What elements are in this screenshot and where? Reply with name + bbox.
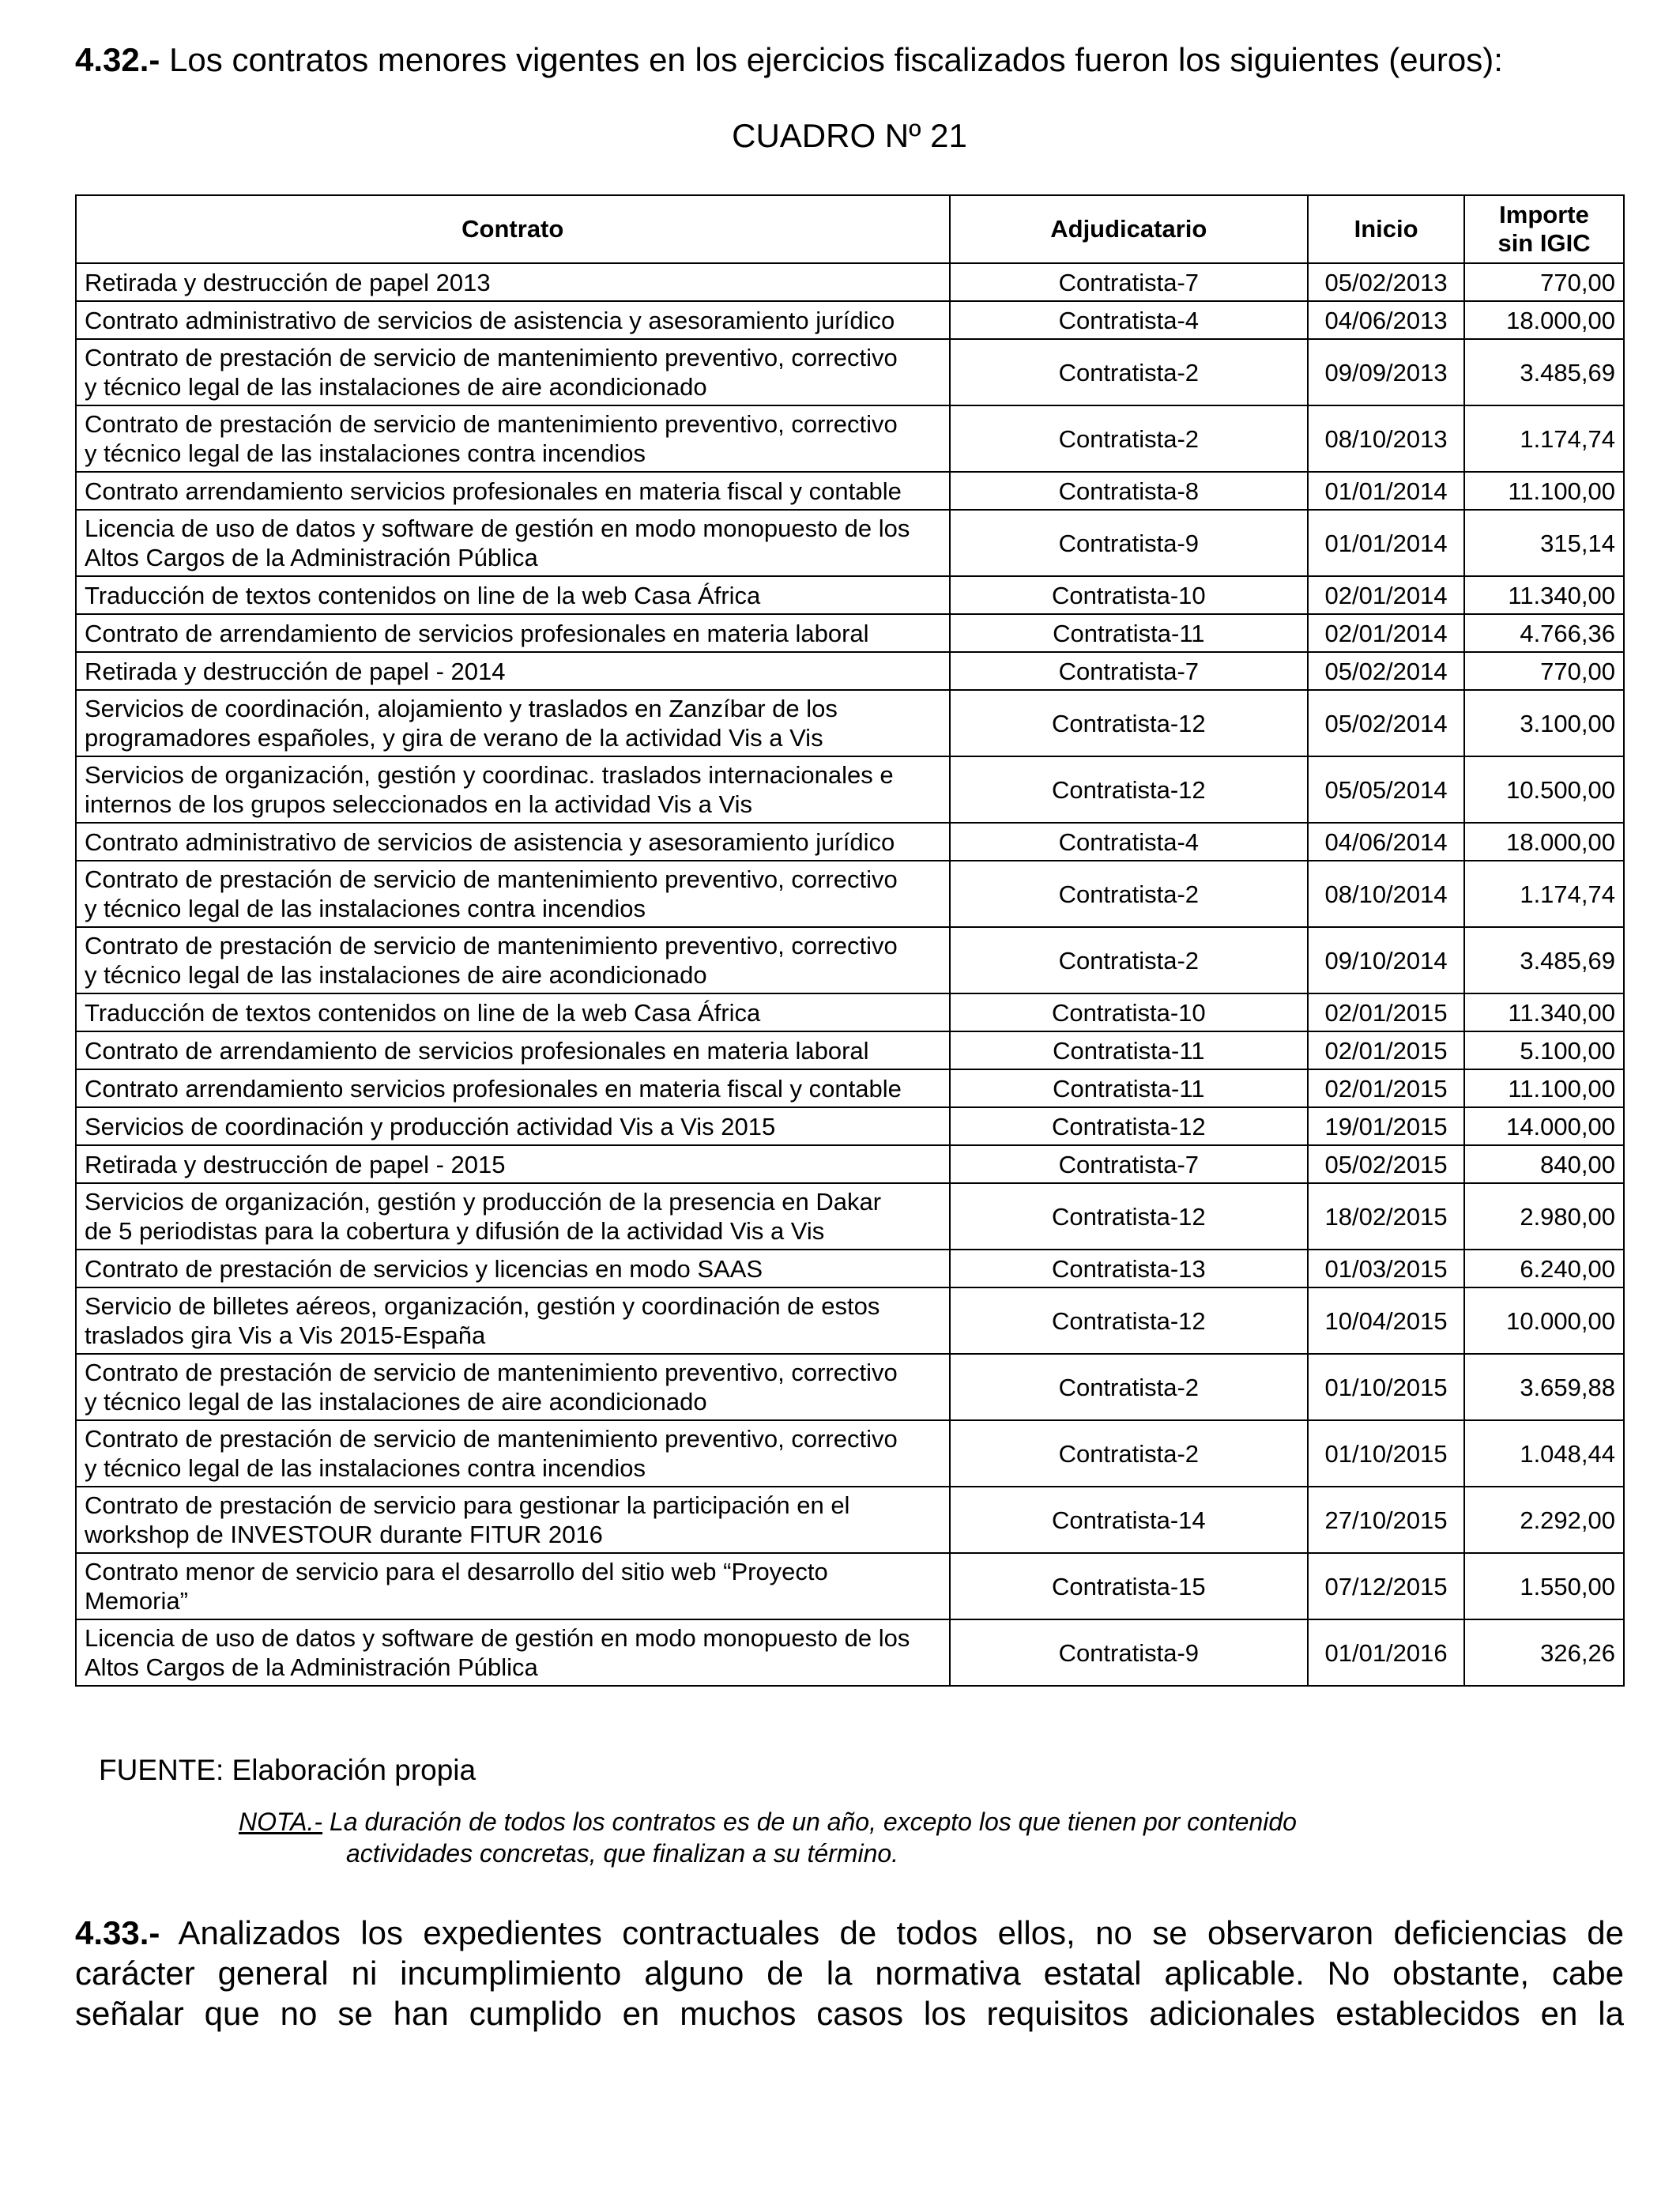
cell-inicio: 04/06/2013 (1308, 301, 1464, 339)
cell-contrato (76, 1420, 950, 1487)
cell-importe: 18.000,00 (1464, 301, 1624, 339)
cell-adjudicatario: Contratista-4 (950, 823, 1309, 861)
cell-inicio: 19/01/2015 (1308, 1107, 1464, 1145)
paragraph-text-line3: señalar que no se han cumplido en muchos casos los requisitos adicionales establecidos en la (75, 1995, 1624, 2032)
table-row (76, 823, 1624, 861)
contrato-line: Altos Cargos de la Administración Pública (85, 544, 538, 571)
table-row (76, 690, 1624, 756)
cell-importe: 3.100,00 (1464, 690, 1624, 756)
cell-contrato (76, 405, 950, 472)
cell-adjudicatario: Contratista-12 (950, 1287, 1309, 1354)
table-row (76, 1145, 1624, 1183)
table-row (76, 339, 1624, 405)
contrato-line: y técnico legal de las instalaciones contra incendios (85, 1454, 646, 1482)
contrato-line: y técnico legal de las instalaciones de aire acondicionado (85, 961, 707, 989)
cell-inicio: 05/02/2015 (1308, 1145, 1464, 1183)
table-row (76, 1487, 1624, 1553)
contrato-line: y técnico legal de las instalaciones contra incendios (85, 895, 646, 922)
cell-importe: 840,00 (1464, 1145, 1624, 1183)
contrato-line: Servicios de coordinación, alojamiento y traslados en Zanzíbar de los (85, 695, 838, 722)
cell-inicio: 01/10/2015 (1308, 1420, 1464, 1487)
cell-importe: 3.485,69 (1464, 927, 1624, 993)
cell-contrato (76, 576, 950, 614)
table-row (76, 861, 1624, 927)
cell-inicio: 05/02/2013 (1308, 263, 1464, 301)
table-row (76, 1354, 1624, 1420)
cell-contrato (76, 756, 950, 823)
paragraph-4-33 (75, 1913, 1624, 2034)
cell-importe: 3.659,88 (1464, 1354, 1624, 1420)
cell-contrato (76, 1354, 950, 1420)
cell-adjudicatario: Contratista-10 (950, 576, 1309, 614)
cell-adjudicatario: Contratista-4 (950, 301, 1309, 339)
cell-adjudicatario: Contratista-2 (950, 861, 1309, 927)
table-row (76, 1553, 1624, 1619)
table-row (76, 1619, 1624, 1686)
header-contrato: Contrato (76, 195, 950, 263)
header-inicio: Inicio (1308, 195, 1464, 263)
contrato-line: programadores españoles, y gira de verano de la actividad Vis a Vis (85, 724, 823, 752)
cell-inicio: 02/01/2014 (1308, 614, 1464, 652)
cell-adjudicatario: Contratista-12 (950, 1183, 1309, 1250)
cell-inicio: 01/01/2014 (1308, 510, 1464, 576)
contrato-line: Traducción de textos contenidos on line de la web Casa África (85, 998, 761, 1027)
cell-contrato (76, 1287, 950, 1354)
contrato-line: Contrato administrativo de servicios de asistencia y asesoramiento jurídico (85, 306, 895, 334)
table-row (76, 756, 1624, 823)
table-body (76, 263, 1624, 1686)
cell-inicio: 02/01/2015 (1308, 1069, 1464, 1107)
contracts-table (75, 194, 1625, 1687)
cell-inicio: 02/01/2015 (1308, 993, 1464, 1031)
cell-contrato (76, 861, 950, 927)
contrato-line: Contrato de prestación de servicio para gestionar la participación en el (85, 1491, 850, 1519)
contrato-line: Contrato menor de servicio para el desarrollo del sitio web “Proyecto (85, 1558, 828, 1585)
cell-contrato (76, 823, 950, 861)
cell-inicio: 05/02/2014 (1308, 690, 1464, 756)
cell-importe: 1.174,74 (1464, 861, 1624, 927)
cell-importe: 770,00 (1464, 652, 1624, 690)
cell-importe: 326,26 (1464, 1619, 1624, 1686)
table-row (76, 614, 1624, 652)
cell-inicio: 09/10/2014 (1308, 927, 1464, 993)
header-importe-line1: Importe (1499, 201, 1589, 228)
contrato-line: internos de los grupos seleccionados en la actividad Vis a Vis (85, 790, 752, 818)
contrato-line: Servicios de coordinación y producción actividad Vis a Vis 2015 (85, 1112, 776, 1140)
cell-adjudicatario: Contratista-14 (950, 1487, 1309, 1553)
cell-inicio: 01/01/2016 (1308, 1619, 1464, 1686)
contrato-line: Contrato de arrendamiento de servicios profesionales en materia laboral (85, 619, 869, 647)
cell-contrato (76, 993, 950, 1031)
cell-importe: 11.100,00 (1464, 1069, 1624, 1107)
cell-importe: 1.174,74 (1464, 405, 1624, 472)
cell-contrato (76, 1069, 950, 1107)
table-row (76, 1107, 1624, 1145)
table-header-row (76, 195, 1624, 263)
paragraph-text-line2: carácter general ni incumplimiento alguno de la normativa estatal aplicable. No obstante, cabe (75, 1955, 1624, 1992)
table-row (76, 652, 1624, 690)
cell-importe: 11.100,00 (1464, 472, 1624, 510)
cell-importe: 18.000,00 (1464, 823, 1624, 861)
header-importe (1464, 195, 1624, 263)
cell-adjudicatario: Contratista-2 (950, 405, 1309, 472)
cell-importe: 11.340,00 (1464, 993, 1624, 1031)
contrato-line: Retirada y destrucción de papel - 2014 (85, 657, 506, 685)
cell-inicio: 18/02/2015 (1308, 1183, 1464, 1250)
cell-importe: 2.980,00 (1464, 1183, 1624, 1250)
table-row (76, 472, 1624, 510)
table-row (76, 405, 1624, 472)
contrato-line: Servicio de billetes aéreos, organización, gestión y coordinación de estos (85, 1292, 880, 1320)
cell-adjudicatario: Contratista-12 (950, 756, 1309, 823)
table-row (76, 510, 1624, 576)
cell-inicio: 05/05/2014 (1308, 756, 1464, 823)
contrato-line: Contrato de prestación de servicio de mantenimiento preventivo, correctivo (85, 1359, 898, 1386)
cell-contrato (76, 1553, 950, 1619)
table-row (76, 993, 1624, 1031)
cell-inicio: 05/02/2014 (1308, 652, 1464, 690)
contrato-line: Servicios de organización, gestión y coordinac. traslados internacionales e (85, 761, 894, 789)
cell-inicio: 02/01/2014 (1308, 576, 1464, 614)
cell-contrato (76, 652, 950, 690)
cell-adjudicatario: Contratista-2 (950, 339, 1309, 405)
cell-importe: 1.550,00 (1464, 1553, 1624, 1619)
cell-importe: 11.340,00 (1464, 576, 1624, 614)
cell-adjudicatario: Contratista-2 (950, 1354, 1309, 1420)
cell-contrato (76, 1107, 950, 1145)
cell-adjudicatario: Contratista-7 (950, 652, 1309, 690)
cell-adjudicatario: Contratista-7 (950, 263, 1309, 301)
cell-inicio: 01/01/2014 (1308, 472, 1464, 510)
cell-adjudicatario: Contratista-11 (950, 614, 1309, 652)
table-row (76, 927, 1624, 993)
cell-adjudicatario: Contratista-2 (950, 1420, 1309, 1487)
cell-contrato (76, 1487, 950, 1553)
note-line2: actividades concretas, que finalizan a su término. (346, 1839, 899, 1868)
header-adjudicatario: Adjudicatario (950, 195, 1309, 263)
cell-adjudicatario: Contratista-11 (950, 1069, 1309, 1107)
table-row (76, 1069, 1624, 1107)
cell-contrato (76, 1183, 950, 1250)
cell-importe: 14.000,00 (1464, 1107, 1624, 1145)
contrato-line: y técnico legal de las instalaciones de aire acondicionado (85, 1388, 707, 1416)
cell-inicio: 27/10/2015 (1308, 1487, 1464, 1553)
table-row (76, 1420, 1624, 1487)
source-note: FUENTE: Elaboración propia (99, 1754, 477, 1786)
cell-adjudicatario: Contratista-15 (950, 1553, 1309, 1619)
contrato-line: Altos Cargos de la Administración Pública (85, 1653, 538, 1681)
contrato-line: Contrato de prestación de servicio de mantenimiento preventivo, correctivo (85, 865, 898, 893)
cell-importe: 2.292,00 (1464, 1487, 1624, 1553)
cell-inicio: 09/09/2013 (1308, 339, 1464, 405)
cell-adjudicatario: Contratista-11 (950, 1031, 1309, 1069)
contrato-line: Contrato de prestación de servicio de mantenimiento preventivo, correctivo (85, 932, 898, 959)
contrato-line: Contrato de prestación de servicio de mantenimiento preventivo, correctivo (85, 344, 898, 371)
cell-contrato (76, 339, 950, 405)
table-row (76, 576, 1624, 614)
cell-adjudicatario: Contratista-2 (950, 927, 1309, 993)
cell-contrato (76, 510, 950, 576)
cell-adjudicatario: Contratista-12 (950, 1107, 1309, 1145)
contrato-line: Licencia de uso de datos y software de gestión en modo monopuesto de los (85, 515, 910, 542)
table-row (76, 1250, 1624, 1287)
cell-adjudicatario: Contratista-9 (950, 1619, 1309, 1686)
cell-contrato (76, 301, 950, 339)
cell-contrato (76, 1619, 950, 1686)
table-title: CUADRO Nº 21 (732, 117, 967, 154)
table-row (76, 1031, 1624, 1069)
cell-contrato (76, 263, 950, 301)
cell-importe: 5.100,00 (1464, 1031, 1624, 1069)
cell-contrato (76, 614, 950, 652)
contrato-line: Contrato de arrendamiento de servicios profesionales en materia laboral (85, 1036, 869, 1065)
cell-contrato (76, 1145, 950, 1183)
contrato-line: traslados gira Vis a Vis 2015-España (85, 1321, 486, 1349)
cell-contrato (76, 927, 950, 993)
cell-inicio: 10/04/2015 (1308, 1287, 1464, 1354)
cell-adjudicatario: Contratista-8 (950, 472, 1309, 510)
contrato-line: Contrato arrendamiento servicios profesionales en materia fiscal y contable (85, 477, 902, 505)
table-row (76, 1183, 1624, 1250)
cell-importe: 4.766,36 (1464, 614, 1624, 652)
table-row (76, 301, 1624, 339)
cell-inicio: 01/03/2015 (1308, 1250, 1464, 1287)
contrato-line: Contrato de prestación de servicios y licencias en modo SAAS (85, 1254, 763, 1283)
paragraph-text-line1: Analizados los expedientes contractuales de todos ellos, no se observaron deficiencias de (160, 1914, 1624, 1951)
cell-inicio: 08/10/2014 (1308, 861, 1464, 927)
cell-importe: 770,00 (1464, 263, 1624, 301)
contrato-line: Contrato de prestación de servicio de mantenimiento preventivo, correctivo (85, 410, 898, 438)
table-row (76, 263, 1624, 301)
cell-inicio: 01/10/2015 (1308, 1354, 1464, 1420)
cell-inicio: 08/10/2013 (1308, 405, 1464, 472)
contrato-line: de 5 periodistas para la cobertura y difusión de la actividad Vis a Vis (85, 1217, 825, 1245)
contrato-line: y técnico legal de las instalaciones de aire acondicionado (85, 373, 707, 401)
note (239, 1806, 1535, 1869)
note-line1: La duración de todos los contratos es de un año, excepto los que tienen por contenido (322, 1808, 1297, 1836)
cell-adjudicatario: Contratista-13 (950, 1250, 1309, 1287)
cell-adjudicatario: Contratista-12 (950, 690, 1309, 756)
cell-importe: 10.000,00 (1464, 1287, 1624, 1354)
note-label: NOTA.- (239, 1808, 323, 1836)
cell-adjudicatario: Contratista-9 (950, 510, 1309, 576)
contrato-line: Memoria” (85, 1587, 188, 1615)
paragraph-4-32 (75, 38, 1503, 82)
contrato-line: workshop de INVESTOUR durante FITUR 2016 (85, 1521, 603, 1548)
table-row (76, 1287, 1624, 1354)
cell-importe: 6.240,00 (1464, 1250, 1624, 1287)
cell-importe: 3.485,69 (1464, 339, 1624, 405)
contrato-line: Traducción de textos contenidos on line de la web Casa África (85, 581, 761, 609)
cell-contrato (76, 1250, 950, 1287)
cell-contrato (76, 690, 950, 756)
paragraph-text: Los contratos menores vigentes en los ejercicios fiscalizados fueron los siguientes (euros): (160, 41, 1503, 78)
contrato-line: Contrato arrendamiento servicios profesionales en materia fiscal y contable (85, 1074, 902, 1103)
cell-inicio: 07/12/2015 (1308, 1553, 1464, 1619)
cell-inicio: 04/06/2014 (1308, 823, 1464, 861)
cell-contrato (76, 1031, 950, 1069)
cell-inicio: 02/01/2015 (1308, 1031, 1464, 1069)
paragraph-number: 4.33.- (75, 1914, 160, 1951)
contrato-line: Retirada y destrucción de papel 2013 (85, 268, 491, 296)
cell-adjudicatario: Contratista-10 (950, 993, 1309, 1031)
cell-importe: 10.500,00 (1464, 756, 1624, 823)
cell-contrato (76, 472, 950, 510)
cell-importe: 315,14 (1464, 510, 1624, 576)
contrato-line: Retirada y destrucción de papel - 2015 (85, 1150, 506, 1178)
contrato-line: Contrato de prestación de servicio de mantenimiento preventivo, correctivo (85, 1425, 898, 1453)
paragraph-number: 4.32.- (75, 41, 160, 78)
header-importe-line2: sin IGIC (1497, 229, 1591, 257)
cell-importe: 1.048,44 (1464, 1420, 1624, 1487)
contrato-line: Contrato administrativo de servicios de asistencia y asesoramiento jurídico (85, 827, 895, 856)
contrato-line: y técnico legal de las instalaciones contra incendios (85, 439, 646, 467)
contrato-line: Licencia de uso de datos y software de gestión en modo monopuesto de los (85, 1624, 910, 1652)
contrato-line: Servicios de organización, gestión y producción de la presencia en Dakar (85, 1188, 882, 1216)
cell-adjudicatario: Contratista-7 (950, 1145, 1309, 1183)
paragraph-line (75, 1913, 1624, 1953)
